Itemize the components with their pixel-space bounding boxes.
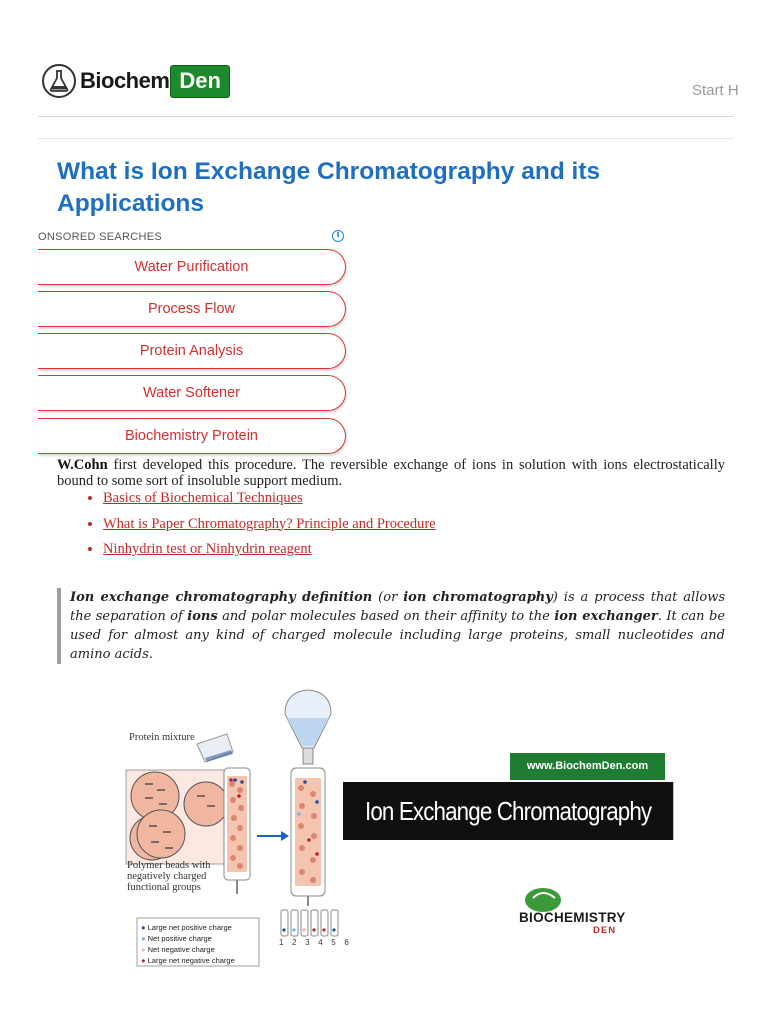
- definition-text: and polar molecules based on their affinity to the: [217, 609, 555, 624]
- logo-text-biochem: Biochem: [80, 68, 170, 93]
- header-divider: [38, 116, 734, 117]
- definition-term: Ion exchange chromatography definition: [70, 590, 373, 605]
- list-item: [103, 541, 436, 559]
- sponsored-searches-label: ONSORED SEARCHES: [38, 231, 162, 243]
- definition-term: ion exchanger: [554, 609, 658, 624]
- figure-title-banner: Ion Exchange Chromatography: [343, 782, 673, 840]
- definition-text: . It can be used for almost any kind of charged molecule including large proteins, small nucleotides and amino acids.: [70, 609, 726, 662]
- author-name: W.Cohn: [57, 457, 108, 473]
- definition-term: ions: [187, 609, 218, 624]
- link-paper-chromatography[interactable]: What is Paper Chromatography? Principle and Procedure: [103, 515, 436, 532]
- start-here-link[interactable]: Start H: [692, 82, 739, 99]
- link-basics-biochemical-techniques[interactable]: Basics of Biochemical Techniques: [103, 490, 303, 506]
- charge-legend: [141, 922, 235, 966]
- ad-link-water-purification[interactable]: Water Purification: [38, 249, 346, 285]
- ad-info-icon[interactable]: i: [332, 230, 344, 242]
- tube-numbers-label: 1 2 3 4 5 6: [279, 938, 353, 947]
- definition-text: ) is a process that allows the separation of: [70, 590, 725, 624]
- logo-text-den: Den: [170, 65, 230, 98]
- ad-link-biochemistry-protein[interactable]: Biochemistry Protein: [38, 418, 346, 454]
- intro-paragraph: [57, 457, 725, 489]
- legend-item: ● Net negative charge: [141, 945, 215, 954]
- polymer-beads-label: Polymer beads with negatively charged functional groups: [127, 860, 211, 893]
- ad-link-water-softener[interactable]: Water Softener: [38, 375, 346, 411]
- list-item: [103, 490, 436, 508]
- definition-blockquote: [57, 588, 725, 664]
- protein-mixture-label: Protein mixture: [129, 732, 195, 743]
- ad-link-process-flow[interactable]: Process Flow: [38, 291, 346, 327]
- link-ninhydrin-test[interactable]: Ninhydrin test or Ninhydrin reagent: [103, 541, 312, 557]
- intro-text: first developed this procedure. The reversible exchange of ions in solution with ions electrostatically bound to some sort of insoluble support medium.: [57, 457, 725, 489]
- brand-biochemistry-text: BIOCHEMISTRY: [519, 910, 626, 925]
- legend-label: Large net negative charge: [147, 956, 235, 965]
- flask-icon: [42, 64, 76, 98]
- brand-den-text: DEN: [593, 925, 617, 936]
- list-item: [103, 516, 436, 534]
- ion-exchange-figure: [109, 684, 673, 976]
- ad-link-protein-analysis[interactable]: Protein Analysis: [38, 333, 346, 369]
- definition-text: (or: [372, 590, 404, 605]
- related-links-list: [85, 490, 436, 567]
- legend-item: ● Net positive charge: [141, 934, 212, 943]
- legend-label: Large net positive charge: [147, 923, 232, 932]
- site-logo[interactable]: [42, 64, 230, 98]
- legend-label: Net negative charge: [147, 945, 215, 954]
- site-header: [0, 0, 768, 118]
- nav-divider: [38, 138, 734, 139]
- legend-item: ● Large net positive charge: [141, 923, 232, 932]
- legend-label: Net positive charge: [147, 934, 212, 943]
- definition-term: ion chromatography: [403, 590, 553, 605]
- page-title: What is Ion Exchange Chromatography and its Applications: [57, 158, 601, 217]
- figure-url-banner: www.BiochemDen.com: [510, 753, 665, 780]
- legend-item: ● Large net negative charge: [141, 956, 235, 965]
